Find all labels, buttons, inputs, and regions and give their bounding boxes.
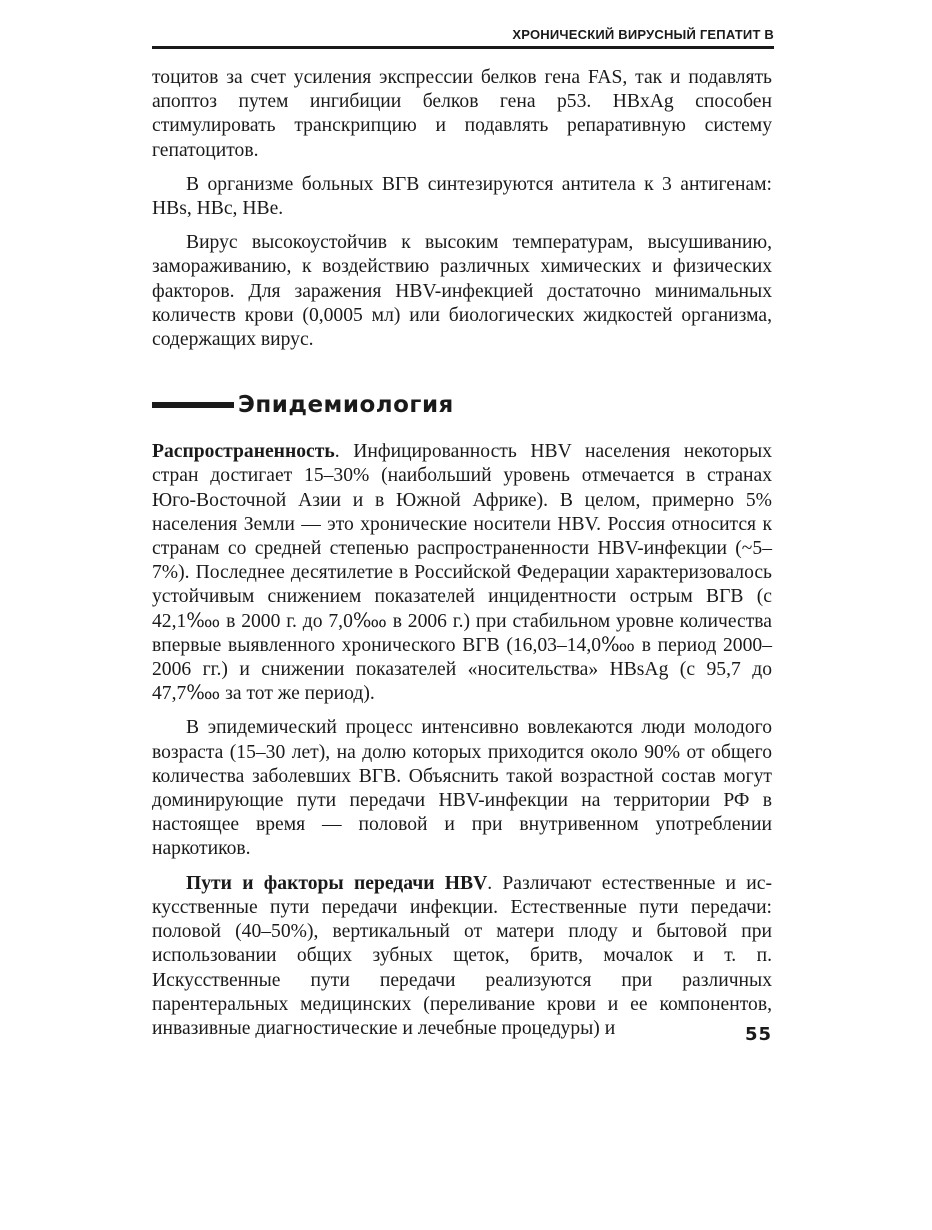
paragraph-age: В эпидемический процесс интенсивно вовлекаются люди молодого возраста (15–30 лет), на долю которых приходится около 90% от общего количества заболевших ВГВ. Объяснить такой возрастной состав могут доминирующие пути передачи HBV-инфекции на территории РФ в настоящее время — половой и при внутривенном употреблении наркотиков. bbox=[152, 717, 772, 860]
page-body bbox=[152, 66, 772, 1051]
prevalence-text: . Инфицированность HBV населения некоторых стран достигает 15–30% (наибольший уровень отмечается в странах Юго-Восточной Азии и в Южной Африке). В целом, примерно 5% населения Земли — это хронические носители HBV. Россия относится к странам со средней степенью распространенности HBV-инфекции (~5–7%). Последнее десятилетие в Российской Федерации характеризовалось устойчивым снижением показателей инцидентности острым ВГВ (с 42,1‱ в 2000 г. до 7,0‱ в 2006 г.) при стабильном уровне количества впервые выявленного хронического ВГВ (16,03–14,0‱ в период 2000–2006 гг.) и снижении показателей «носительства» HBsAg (с 95,7 до 47,7‱ за тот же период). bbox=[152, 441, 772, 705]
prevalence-lead: Распространенность bbox=[152, 441, 335, 463]
transmission-lead: Пути и факторы передачи HBV bbox=[186, 872, 488, 894]
paragraph-antibodies: В организме больных ВГВ синтезируются антитела к 3 антигенам: HBs, HBc, HBe. bbox=[152, 173, 772, 220]
running-header: ХРОНИЧЕСКИЙ ВИРУСНЫЙ ГЕПАТИТ В bbox=[512, 27, 774, 42]
paragraph-transmission bbox=[152, 872, 772, 1041]
section-heading bbox=[152, 392, 772, 418]
paragraph-continuation: тоцитов за счет усиления экспрессии белков гена FAS, так и подавлять апоптоз путем ингибиции белков гена p53. HBxAg способен стимулировать транскрипцию и подавлять репаративную систему гепатоцитов. bbox=[152, 67, 772, 161]
header-rule bbox=[152, 46, 774, 49]
section-heading-bar bbox=[152, 402, 234, 408]
paragraph-resistance: Вирус высокоустойчив к высоким температурам, высушиванию, замораживанию, к воздействию различных химических и физических факторов. Для заражения HBV-инфекцией достаточно минимальных количеств крови (0,0005 мл) или биологических жидкостей организма, содержащих вирус. bbox=[152, 232, 772, 351]
section-title: Эпидемиология bbox=[238, 392, 454, 419]
transmission-text: . Различают естественные и искусственные пути передачи инфекции. Естественные пути передачи: половой (40–50%), вертикальный от матери плоду и бытовой при использовании общих зубных щеток, бритв, мочалок и т. п. Искусственные пути передачи реализуются при различных парентеральных медицинских (переливание крови и ее компонентов, инвазивные диагностические и лечебные процедуры) и bbox=[152, 872, 772, 1039]
page-number: 55 bbox=[744, 1024, 772, 1045]
paragraph-prevalence bbox=[152, 440, 772, 706]
